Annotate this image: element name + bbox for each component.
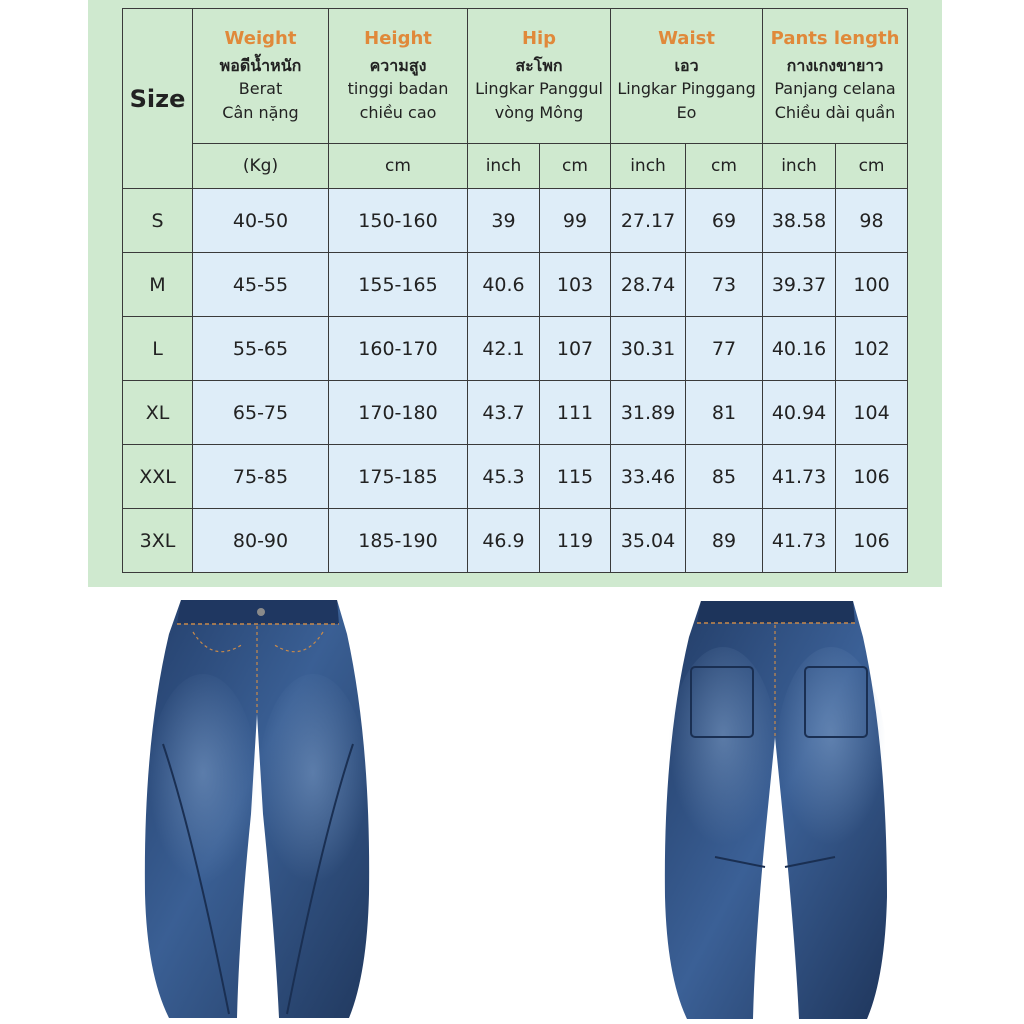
- length-cm-value: 100: [836, 253, 908, 317]
- pants-length-title: Pants length: [770, 27, 900, 49]
- hip-cm-value: 99: [540, 189, 611, 253]
- hip-column-header: [468, 9, 611, 144]
- hip-inch-value: 45.3: [468, 445, 540, 509]
- hip-inch-value: 43.7: [468, 381, 540, 445]
- height-value: 150-160: [329, 189, 468, 253]
- length-cm-value: 106: [836, 445, 908, 509]
- hip-cm-value: 103: [540, 253, 611, 317]
- weight-value: 80-90: [193, 509, 329, 573]
- weight-title: Weight: [224, 27, 297, 49]
- size-label: XXL: [123, 445, 193, 509]
- waist-title-indonesian: Lingkar Pinggang: [617, 78, 756, 98]
- hip-cm-value: 115: [540, 445, 611, 509]
- weight-value: 45-55: [193, 253, 329, 317]
- jeans-front-photo: [133, 594, 383, 1024]
- pants-length-column-header: [763, 9, 908, 144]
- pants-length-title-vietnamese: Chiều dài quần: [774, 102, 896, 122]
- height-value: 185-190: [329, 509, 468, 573]
- length-inch-value: 41.73: [763, 509, 836, 573]
- waist-cm-value: 69: [686, 189, 763, 253]
- length-cm-value: 102: [836, 317, 908, 381]
- height-value: 160-170: [329, 317, 468, 381]
- length-inch-value: 40.94: [763, 381, 836, 445]
- unit-hip-cm: cm: [540, 144, 611, 189]
- waist-inch-value: 35.04: [611, 509, 686, 573]
- height-title-thai: ความสูง: [369, 55, 427, 75]
- waist-inch-value: 30.31: [611, 317, 686, 381]
- size-header-label: Size: [129, 84, 186, 113]
- length-cm-value: 104: [836, 381, 908, 445]
- weight-title-vietnamese: Cân nặng: [222, 102, 299, 122]
- height-column-header: [329, 9, 468, 144]
- size-label: S: [123, 189, 193, 253]
- size-column-header: [123, 9, 193, 189]
- size-label: L: [123, 317, 193, 381]
- weight-value: 75-85: [193, 445, 329, 509]
- weight-column-header: [193, 9, 329, 144]
- weight-value: 55-65: [193, 317, 329, 381]
- waist-title-thai: เอว: [674, 55, 699, 75]
- height-title: Height: [364, 27, 432, 49]
- weight-title-indonesian: Berat: [238, 78, 283, 98]
- table-row: [123, 381, 908, 445]
- waist-inch-value: 27.17: [611, 189, 686, 253]
- size-label: 3XL: [123, 509, 193, 573]
- weight-value: 40-50: [193, 189, 329, 253]
- table-row: [123, 317, 908, 381]
- waist-cm-value: 77: [686, 317, 763, 381]
- height-value: 175-185: [329, 445, 468, 509]
- height-title-vietnamese: chiều cao: [359, 102, 437, 122]
- waist-inch-value: 28.74: [611, 253, 686, 317]
- height-title-indonesian: tinggi badan: [347, 78, 449, 98]
- waist-inch-value: 33.46: [611, 445, 686, 509]
- waist-title: Waist: [658, 27, 715, 49]
- table-row: [123, 253, 908, 317]
- length-inch-value: 39.37: [763, 253, 836, 317]
- hip-title-thai: สะโพก: [515, 55, 563, 75]
- hip-title-vietnamese: vòng Mông: [494, 102, 584, 122]
- hip-cm-value: 107: [540, 317, 611, 381]
- unit-waist-cm: cm: [686, 144, 763, 189]
- waist-column-header: [611, 9, 763, 144]
- unit-hip-inch: inch: [468, 144, 540, 189]
- height-value: 155-165: [329, 253, 468, 317]
- length-inch-value: 40.16: [763, 317, 836, 381]
- hip-title-indonesian: Lingkar Panggul: [475, 78, 603, 98]
- waist-inch-value: 31.89: [611, 381, 686, 445]
- length-inch-value: 38.58: [763, 189, 836, 253]
- unit-row: [123, 144, 908, 189]
- weight-value: 65-75: [193, 381, 329, 445]
- pants-length-title-thai: กางเกงขายาว: [786, 55, 884, 75]
- waist-cm-value: 89: [686, 509, 763, 573]
- hip-inch-value: 39: [468, 189, 540, 253]
- table-row: [123, 509, 908, 573]
- unit-length-cm: cm: [836, 144, 908, 189]
- hip-inch-value: 40.6: [468, 253, 540, 317]
- size-chart-table: [122, 8, 908, 573]
- weight-title-thai: พอดีน้ำหนัก: [219, 55, 302, 75]
- pants-length-title-indonesian: Panjang celana: [774, 78, 896, 98]
- hip-title: Hip: [521, 27, 557, 49]
- header-row: [123, 9, 908, 144]
- table-row: [123, 189, 908, 253]
- waist-cm-value: 85: [686, 445, 763, 509]
- table-row: [123, 445, 908, 509]
- height-value: 170-180: [329, 381, 468, 445]
- unit-waist-inch: inch: [611, 144, 686, 189]
- size-label: XL: [123, 381, 193, 445]
- length-cm-value: 98: [836, 189, 908, 253]
- hip-inch-value: 46.9: [468, 509, 540, 573]
- length-inch-value: 41.73: [763, 445, 836, 509]
- unit-weight-kg: (Kg): [193, 144, 329, 189]
- hip-inch-value: 42.1: [468, 317, 540, 381]
- hip-cm-value: 119: [540, 509, 611, 573]
- size-label: M: [123, 253, 193, 317]
- length-cm-value: 106: [836, 509, 908, 573]
- hip-cm-value: 111: [540, 381, 611, 445]
- unit-length-inch: inch: [763, 144, 836, 189]
- waist-cm-value: 81: [686, 381, 763, 445]
- jeans-back-photo: [655, 597, 895, 1024]
- waist-title-vietnamese: Eo: [676, 102, 697, 122]
- waist-cm-value: 73: [686, 253, 763, 317]
- unit-height-cm: cm: [329, 144, 468, 189]
